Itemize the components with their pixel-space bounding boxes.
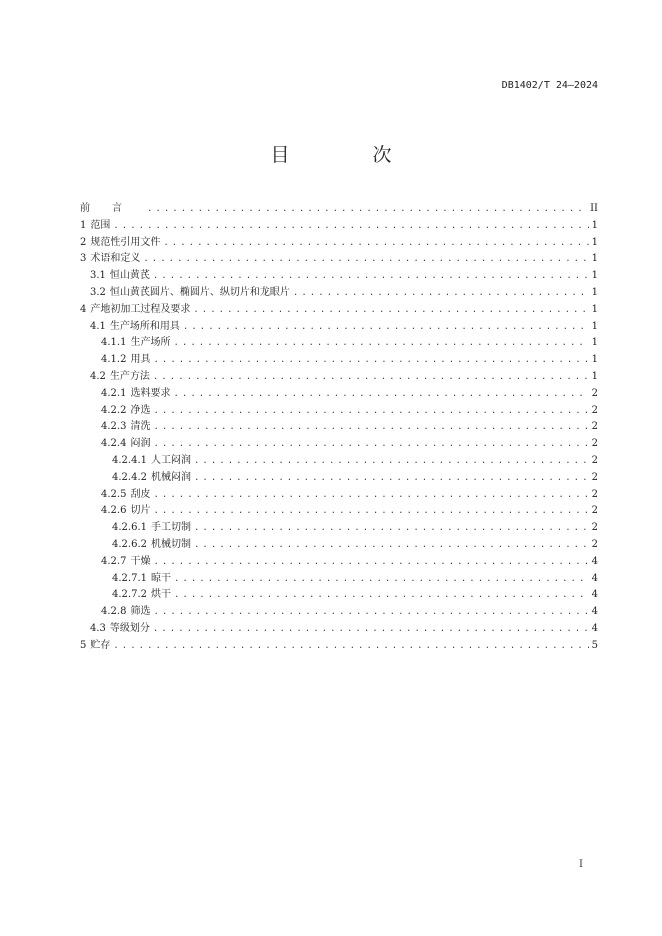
toc-entry-label: 用具 <box>130 354 151 366</box>
toc-entry-label: 闷润 <box>130 438 151 450</box>
toc-entry-page: 2 <box>591 421 598 433</box>
toc-leader-dots <box>153 503 588 520</box>
toc-entry-label: 刮皮 <box>130 488 151 500</box>
toc-entry[interactable] <box>80 503 598 520</box>
toc-entry[interactable] <box>80 604 598 621</box>
toc-entry[interactable] <box>80 352 598 369</box>
toc-entry[interactable] <box>80 235 598 252</box>
toc-entry-number: 4.2.8 <box>101 606 127 618</box>
toc-entry[interactable] <box>80 285 598 302</box>
toc-entry-number: 4.2.5 <box>101 488 127 500</box>
toc-entry[interactable] <box>80 554 598 571</box>
toc-leader-dots <box>183 319 589 336</box>
toc-leader-dots <box>153 403 588 420</box>
toc-entry-page: 1 <box>591 236 598 248</box>
toc-entry-number: 4.2.2 <box>101 404 127 416</box>
toc-entry-number: 5 <box>80 639 87 651</box>
toc-leader-dots <box>153 621 589 638</box>
toc-entry-label: 烘干 <box>151 589 171 601</box>
toc-entry[interactable] <box>80 638 598 655</box>
toc-entry-number: 4.1.2 <box>101 354 127 366</box>
toc-entry-page: 4 <box>591 622 598 634</box>
toc-leader-dots <box>163 235 588 252</box>
toc-entry-number: 4 <box>80 303 87 315</box>
toc-entry-label: 规范性引用文件 <box>90 236 161 248</box>
toc-entry-number: 4.2.6 <box>101 505 127 517</box>
toc-entry-label: 清洗 <box>130 421 151 433</box>
toc-entry-page: 4 <box>591 572 598 584</box>
toc-entry-number: 4.2.7.2 <box>112 589 147 601</box>
toc-entry-page: 1 <box>591 303 598 315</box>
toc-leader-dots <box>113 218 588 235</box>
toc-entry-label: 晾干 <box>151 572 171 584</box>
toc-entry-number: 4.2.7.1 <box>112 572 147 584</box>
toc-entry-page: 4 <box>591 606 598 618</box>
toc-entry-label: 前言 <box>80 203 144 214</box>
toc-entry-page: 2 <box>591 404 598 416</box>
toc-entry-number: 4.1.1 <box>101 337 127 349</box>
toc-leader-dots <box>153 268 589 285</box>
toc-leader-dots <box>194 520 589 537</box>
toc-entry-label: 生产场所 <box>130 337 171 349</box>
toc-entry[interactable] <box>80 419 598 436</box>
toc-leader-dots <box>174 571 589 588</box>
toc-entry-page: 4 <box>591 589 598 601</box>
toc-entry-label: 等级划分 <box>109 622 150 634</box>
toc-entry-number: 4.2.6.1 <box>112 522 147 534</box>
toc-entry[interactable] <box>80 319 598 336</box>
toc-entry-number: 4.2.4.1 <box>112 454 147 466</box>
toc-entry-number: 1 <box>80 219 87 231</box>
toc-leader-dots <box>194 470 589 487</box>
toc-entry-number: 4.2.6.2 <box>112 538 147 550</box>
toc-entry-label: 选料要求 <box>130 387 171 399</box>
toc-entry[interactable] <box>80 302 598 319</box>
toc-entry-page: 2 <box>591 471 598 483</box>
toc-entry-label: 生产方法 <box>109 370 150 382</box>
toc-entry-page: 2 <box>591 538 598 550</box>
document-id: DB1402/T 24—2024 <box>501 80 598 91</box>
toc-entry-label: 范围 <box>90 219 111 231</box>
toc-entry-page: 2 <box>591 454 598 466</box>
footer-page-number: I <box>579 859 583 870</box>
toc-entry-number: 2 <box>80 236 87 248</box>
toc-leader-dots <box>153 369 589 386</box>
toc-entry-label: 干燥 <box>130 555 151 567</box>
toc-entry-number: 4.2.4 <box>101 438 127 450</box>
toc-entry-label: 恒山黄芪圆片、椭圆片、纵切片和龙眼片 <box>109 286 290 298</box>
toc-entry-label: 筛选 <box>130 606 151 618</box>
toc-entry[interactable] <box>80 487 598 504</box>
toc-entry-number: 4.2.3 <box>101 421 127 433</box>
toc-entry-number: 3.1 <box>90 270 106 282</box>
toc-entry[interactable] <box>80 571 598 588</box>
toc-entry[interactable] <box>80 268 598 285</box>
toc-leader-dots <box>194 537 589 554</box>
toc-entry-label: 产地初加工过程及要求 <box>90 303 191 315</box>
toc-entry-page: 2 <box>591 505 598 517</box>
toc-leader-dots <box>113 638 588 655</box>
toc-entry-label: 手工切制 <box>151 522 191 534</box>
toc-leader-dots <box>143 251 588 268</box>
toc-entry-page: 1 <box>591 354 598 366</box>
toc-entry[interactable] <box>80 587 598 604</box>
toc-leader-dots <box>153 419 588 436</box>
toc-entry[interactable] <box>80 621 598 638</box>
toc-leader-dots <box>173 335 588 352</box>
toc-entry[interactable] <box>80 335 598 352</box>
toc-leader-dots <box>153 554 588 571</box>
toc-leader-dots <box>194 453 589 470</box>
toc-entry[interactable] <box>80 520 598 537</box>
toc-entry-page: 1 <box>591 337 598 349</box>
toc-entry-label: 机械闷润 <box>151 471 191 483</box>
toc-leader-dots <box>174 587 589 604</box>
page-title: 目 次 <box>270 144 424 166</box>
toc-entry-label: 生产场所和用具 <box>109 320 180 332</box>
toc-entry-label: 人工闷润 <box>151 454 191 466</box>
toc-entry-number: 4.2.7 <box>101 555 127 567</box>
toc-leader-dots <box>147 201 587 218</box>
toc-entry-page: 2 <box>591 522 598 534</box>
toc-entry[interactable] <box>80 453 598 470</box>
toc-entry-page: 1 <box>591 219 598 231</box>
toc-entry-label: 净选 <box>130 404 151 416</box>
toc-entry[interactable] <box>80 201 598 218</box>
toc-entry-label: 机械切制 <box>151 538 191 550</box>
toc-entry-label: 术语和定义 <box>90 253 141 265</box>
toc-entry-number: 4.2.4.2 <box>112 471 147 483</box>
toc-entry-page: 5 <box>591 639 598 651</box>
toc-entry[interactable] <box>80 251 598 268</box>
toc-entry-label: 贮存 <box>90 639 111 651</box>
toc-leader-dots <box>193 302 588 319</box>
toc-entry-number: 3.2 <box>90 286 106 298</box>
toc-entry-number: 4.3 <box>90 622 106 634</box>
toc-entry-page: 1 <box>591 370 598 382</box>
toc-entry-number: 3 <box>80 253 87 265</box>
toc-entry-page: 2 <box>591 387 598 399</box>
toc-entry-page: 2 <box>591 488 598 500</box>
toc-entry-number: 4.1 <box>90 320 106 332</box>
toc-entry-label: 恒山黄芪 <box>109 270 150 282</box>
toc-entry[interactable] <box>80 218 598 235</box>
toc-entry-number: 4.2 <box>90 370 106 382</box>
toc-entry-page: II <box>590 203 598 214</box>
toc-entry-page: 4 <box>591 555 598 567</box>
toc-leader-dots <box>153 604 588 621</box>
toc-entry-page: 1 <box>591 270 598 282</box>
toc-entry-number: 4.2.1 <box>101 387 127 399</box>
toc-leader-dots <box>153 352 588 369</box>
table-of-contents <box>80 201 598 655</box>
toc-leader-dots <box>153 487 588 504</box>
toc-leader-dots <box>173 386 588 403</box>
toc-entry[interactable] <box>80 369 598 386</box>
toc-entry[interactable] <box>80 386 598 403</box>
toc-entry[interactable] <box>80 436 598 453</box>
toc-leader-dots <box>153 436 588 453</box>
toc-entry-page: 1 <box>591 253 598 265</box>
toc-entry-page: 2 <box>591 438 598 450</box>
toc-leader-dots <box>293 285 589 302</box>
toc-entry[interactable] <box>80 537 598 554</box>
toc-entry[interactable] <box>80 403 598 420</box>
toc-entry[interactable] <box>80 470 598 487</box>
toc-entry-page: 1 <box>591 286 598 298</box>
toc-entry-label: 切片 <box>130 505 151 517</box>
toc-entry-page: 1 <box>591 320 598 332</box>
